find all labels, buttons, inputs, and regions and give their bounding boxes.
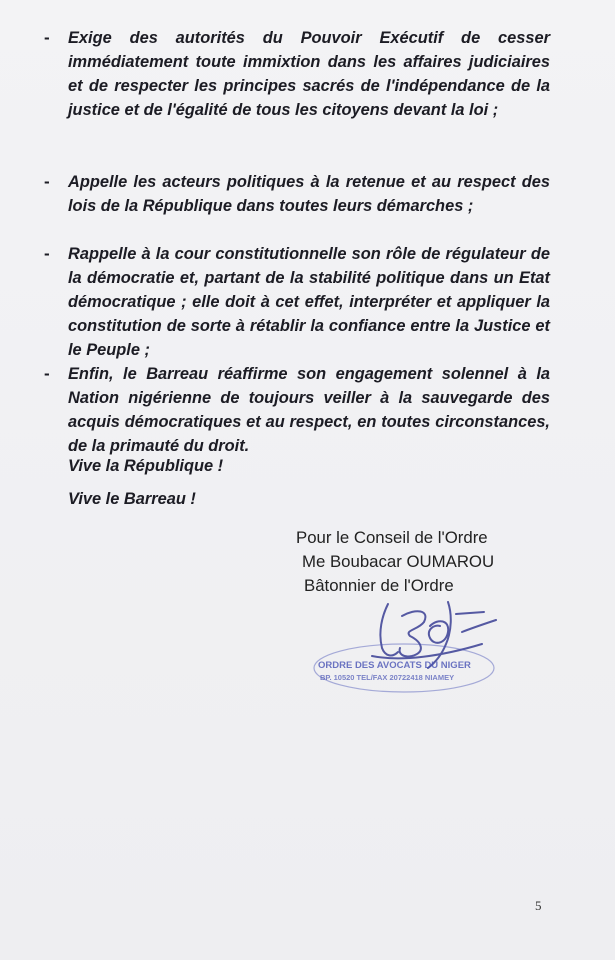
bullet-dash: -: [44, 364, 50, 383]
list-item: [40, 26, 550, 170]
bullet-dash: -: [44, 28, 50, 47]
resolution-list: [40, 26, 550, 458]
bullet-text: Enfin, le Barreau réaffirme son engagement solennel à la Nation nigérienne de toujours veiller à la sauvegarde des acquis démocratiques et au respect, en toutes circonstances, de la primauté du droit.: [68, 365, 550, 455]
bar-association-stamp: [312, 596, 498, 700]
bullet-dash: -: [44, 172, 50, 191]
list-item: [40, 170, 550, 242]
bullet-text: Exige des autorités du Pouvoir Exécutif de cesser immédiatement toute immixtion dans les affaires judiciaires et de respecter les principes sacrés de l'indépendance de la justice et de l'égalité de tous les citoyens devant la loi ;: [68, 29, 550, 119]
list-item: [40, 242, 550, 362]
closing-republique: Vive la République !: [68, 457, 224, 475]
stamp-text-line2: BP. 10520 TEL/FAX 20722418 NIAMEY: [320, 673, 455, 682]
closing-barreau: Vive le Barreau !: [68, 490, 196, 508]
page-number: 5: [535, 898, 542, 913]
stamp-text-line1: ORDRE DES AVOCATS DU NIGER: [318, 660, 471, 671]
signature-line-council: Pour le Conseil de l'Ordre: [296, 528, 488, 547]
list-item: [40, 362, 550, 458]
handwritten-signature: [372, 602, 496, 668]
bullet-text: Appelle les acteurs politiques à la retenue et au respect des lois de la République dans toutes leurs démarches ;: [68, 173, 550, 215]
signature-title: Bâtonnier de l'Ordre: [304, 576, 454, 595]
bullet-dash: -: [44, 244, 50, 263]
bullet-text: Rappelle à la cour constitutionnelle son rôle de régulateur de la démocratie et, partant de la stabilité politique dans un Etat démocratique ; elle doit à cet effet, interpréter et appliquer la constitution de sorte à rétablir la confiance entre la Justice et le Peuple ;: [68, 245, 550, 359]
signature-name: Me Boubacar OUMAROU: [302, 552, 495, 571]
